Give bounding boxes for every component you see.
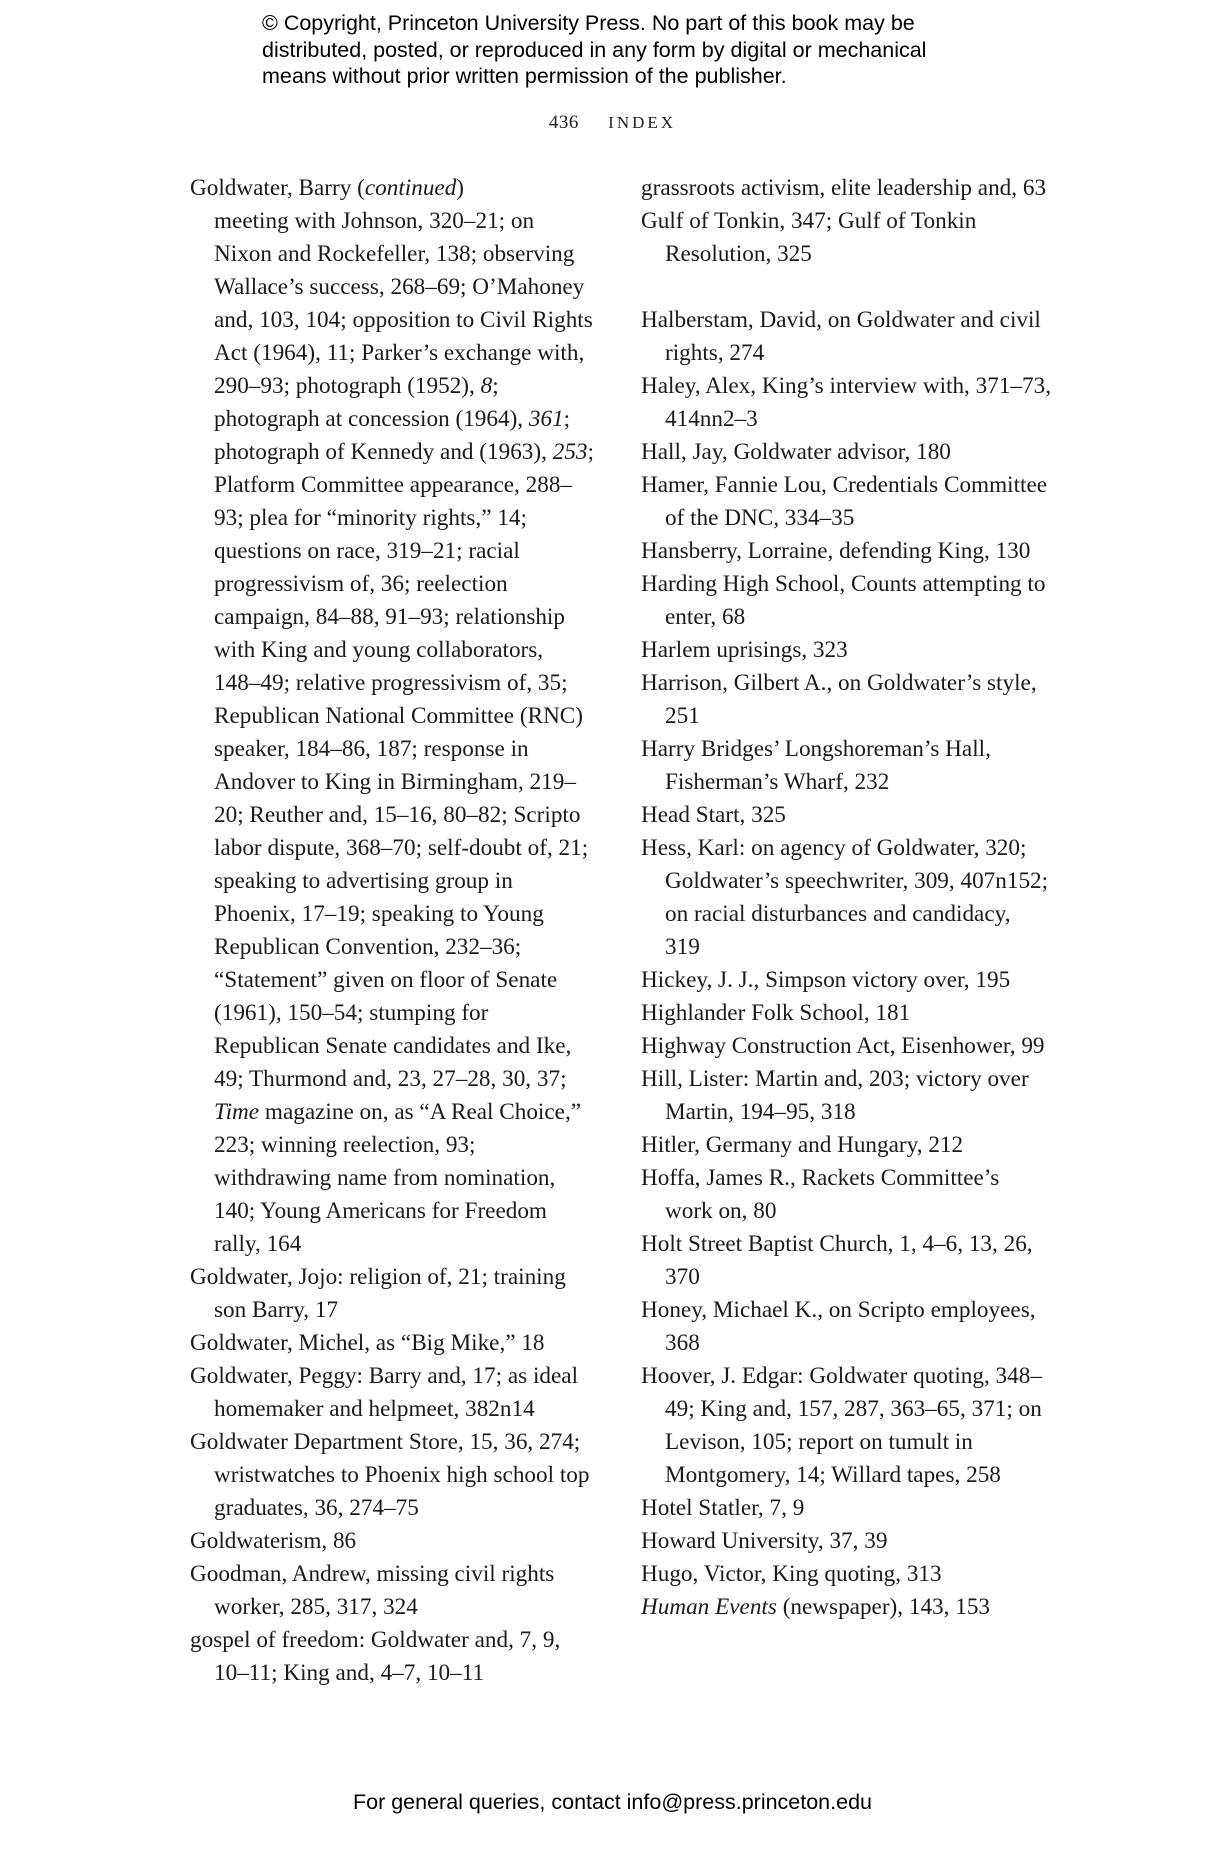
index-entry: Goldwater, Michel, as “Big Mike,” 18 (190, 1330, 545, 1356)
subentry-text: ; Platform Committee appearance, 288–93; plea for “minority rights,” 14; questions on race, 319–21; racial progressivism of, 36; reelection campaign, 84–88, 91–93; relationship with King and young collaborators, 148–49; relative progressivism of, 35; Republican National Committee (RNC) speaker, 184–86, 187; response in Andover to King in Birmingham, 219–20; Reuther and, 15–16, 80–82; Scripto labor dispute, 368–70; self-doubt of, 21; speaking to advertising group in Phoenix, 17–19; speaking to Young Republican Convention, 232–36; “Statement” given on floor of Senate (1961), 150–54; stumping for Republican Senate candidates and Ike, 49; Thurmond and, 23, 27–28, 30, 37; (214, 439, 594, 1092)
index-entry: Honey, Michael K., on Scripto employees, 368 (641, 1297, 1036, 1356)
index-entry: Hoover, J. Edgar: Goldwater quoting, 348–49; King and, 157, 287, 363–65, 371; on Levison, 105; report on tumult in Montgomery, 14; Willard tapes, 258 (641, 1363, 1042, 1488)
index-entry: Hess, Karl: on agency of Goldwater, 320; Goldwater’s speechwriter, 309, 407n152; on racial disturbances and candidacy, 319 (641, 835, 1049, 960)
index-entry: Hitler, Germany and Hungary, 212 (641, 1132, 964, 1158)
index-entry: Hickey, J. J., Simpson victory over, 195 (641, 967, 1011, 993)
index-entry: Howard University, 37, 39 (641, 1528, 888, 1554)
entry-heading: Goldwater, Barry ( (190, 175, 365, 201)
continued-label: continued (364, 175, 457, 201)
index-entry: Hall, Jay, Goldwater advisor, 180 (641, 439, 951, 465)
page-ref-italic: 361 (528, 406, 564, 432)
index-entry: Harrison, Gilbert A., on Goldwater’s style, 251 (641, 670, 1037, 729)
index-entry: Holt Street Baptist Church, 1, 4–6, 13, 26, 370 (641, 1231, 1033, 1290)
index-entry: Hugo, Victor, King quoting, 313 (641, 1561, 942, 1587)
entry-text: (newspaper), 143, 153 (776, 1594, 991, 1620)
index-column-right (641, 172, 1051, 1624)
entry-heading-close: ) (456, 175, 465, 201)
index-entry: Harlem uprisings, 323 (641, 637, 848, 663)
title-italic: Human Events (641, 1594, 777, 1620)
index-column-left (190, 172, 595, 1690)
index-entry: Hill, Lister: Martin and, 203; victory over Martin, 194–95, 318 (641, 1066, 1029, 1125)
index-entry: gospel of freedom: Goldwater and, 7, 9, 10–11; King and, 4–7, 10–11 (190, 1627, 561, 1686)
footer-contact: For general queries, contact info@press.princeton.edu (352, 1790, 872, 1814)
subentry-text: magazine on, as “A Real Choice,” 223; winning reelection, 93; withdrawing name from nomination, 140; Young Americans for Freedom rally, 164 (214, 1099, 582, 1257)
index-entry: Highlander Folk School, 181 (641, 1000, 911, 1026)
index-entry: grassroots activism, elite leadership and, 63 (641, 175, 1047, 201)
index-entry: Halberstam, David, on Goldwater and civil rights, 274 (641, 307, 1041, 366)
index-entry: Gulf of Tonkin, 347; Gulf of Tonkin Resolution, 325 (641, 208, 977, 267)
index-entry: Haley, Alex, King’s interview with, 371–73, 414nn2–3 (641, 373, 1052, 432)
index-entry: Goldwaterism, 86 (190, 1528, 357, 1554)
index-entry: Hansberry, Lorraine, defending King, 130 (641, 538, 1031, 564)
page-ref-italic: 8 (480, 373, 493, 399)
index-entry: Goldwater, Jojo: religion of, 21; training son Barry, 17 (190, 1264, 566, 1323)
index-entry (190, 172, 595, 205)
running-head (0, 112, 1225, 134)
index-entry: Harding High School, Counts attempting to enter, 68 (641, 571, 1046, 630)
subentry-text: meeting with Johnson, 320–21; on Nixon and Rockefeller, 138; observing Wallace’s success, 268–69; O’Mahoney and, 103, 104; opposition to Civil Rights Act (1964), 11; Parker’s exchange with, 290–93; photograph (1952), (214, 208, 593, 399)
copyright-notice (262, 10, 1022, 90)
index-entry: Goodman, Andrew, missing civil rights worker, 285, 317, 324 (190, 1561, 555, 1620)
index-subentry (190, 205, 595, 1261)
copyright-line-1: © Copyright, Princeton University Press. No part of this book may be (262, 11, 915, 35)
subentry-text: ; photograph of Kennedy and (1963), (214, 406, 571, 465)
page-number: 436 (548, 112, 579, 133)
index-entry: Hoffa, James R., Rackets Committee’s work on, 80 (641, 1165, 1000, 1224)
index-entry: Head Start, 325 (641, 802, 786, 828)
index-entry: Goldwater, Peggy: Barry and, 17; as ideal homemaker and helpmeet, 382n14 (190, 1363, 579, 1422)
index-entry: Harry Bridges’ Longshoreman’s Hall, Fisherman’s Wharf, 232 (641, 736, 991, 795)
index-entry: Highway Construction Act, Eisenhower, 99 (641, 1033, 1045, 1059)
title-italic: Time (214, 1099, 260, 1125)
page-ref-italic: 253 (552, 439, 588, 465)
copyright-line-3: means without prior written permission of the publisher. (262, 64, 787, 88)
index-entry: Hotel Statler, 7, 9 (641, 1495, 805, 1521)
copyright-line-2: distributed, posted, or reproduced in any form by digital or mechanical (262, 37, 927, 62)
subentry-text: ; photograph at concession (1964), (214, 373, 529, 432)
index-entry: Goldwater Department Store, 15, 36, 274; wristwatches to Phoenix high school top graduates, 36, 274–75 (190, 1429, 590, 1521)
index-entry: Hamer, Fannie Lou, Credentials Committee of the DNC, 334–35 (641, 472, 1048, 531)
index-entry (641, 1591, 1051, 1624)
section-title: INDEX (608, 113, 677, 132)
letter-group-gap (641, 271, 1051, 304)
